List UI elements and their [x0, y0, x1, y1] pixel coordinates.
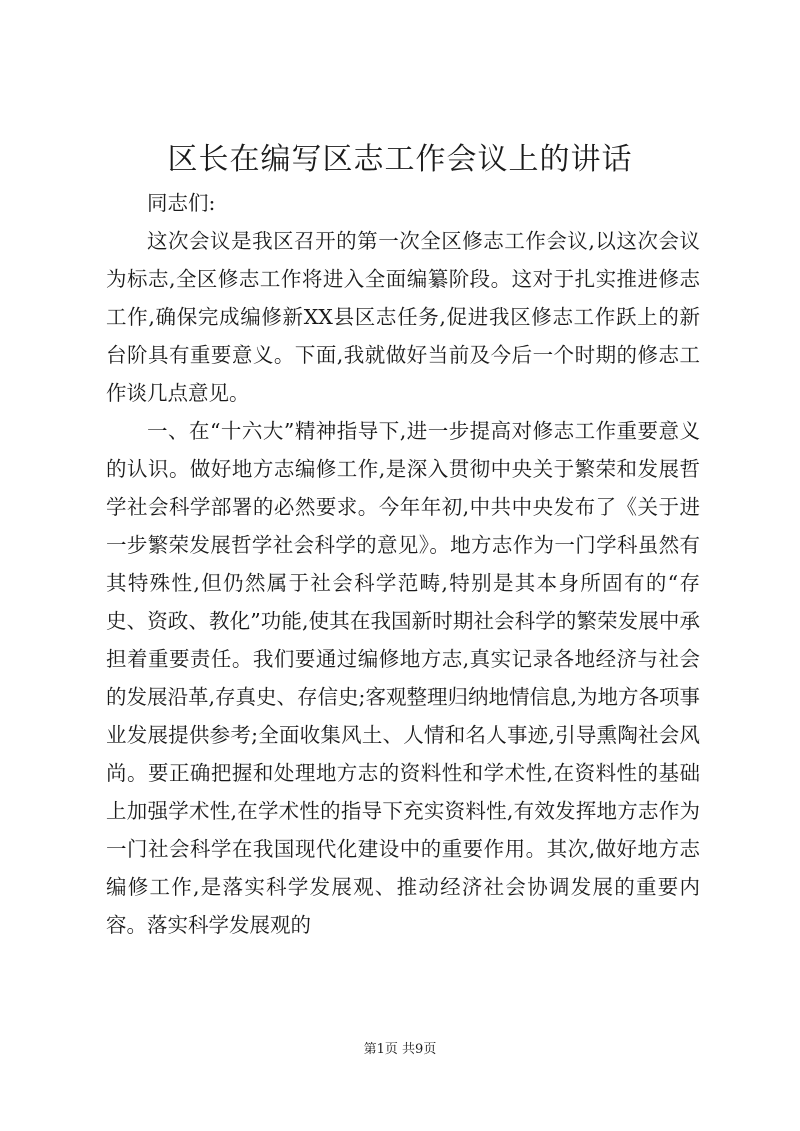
page-footer: 第1页 共9页 — [363, 1042, 437, 1057]
document-body — [106, 184, 700, 944]
intro-paragraph: 这次会议是我区召开的第一次全区修志工作会议,以这次会议为标志,全区修志工作将进入全面编纂阶段。这对于扎实推进修志工作,确保完成编修新XX县区志任务,促进我区修志工作跃上的新台阶具有重要意义。下面,我就做好当前及今后一个时期的修志工作谈几点意见。 — [106, 229, 700, 405]
salutation-paragraph: 同志们: — [147, 191, 216, 215]
section-one-paragraph: 一、在“十六大”精神指导下,进一步提高对修志工作重要意义的认识。做好地方志编修工作,是深入贯彻中央关于繁荣和发展哲学社会科学部署的必然要求。今年年初,中共中央发布了《关于进一步繁荣发展哲学社会科学的意见》。地方志作为一门学科虽然有其特殊性,但仍然属于社会科学范畴,特别是其本身所固有的“存史、资政、教化”功能,使其在我国新时期社会科学的繁荣发展中承担着重要责任。我们要通过编修地方志,真实记录各地经济与社会的发展沿革,存真史、存信史;客观整理归纳地情信息,为地方各项事业发展提供参考;全面收集风土、人情和名人事迹,引导熏陶社会风尚。要正确把握和处理地方志的资料性和学术性,在资料性的基础上加强学术性,在学术性的指导下充实资料性,有效发挥地方志作为一门社会科学在我国现代化建设中的重要作用。其次,做好地方志编修工作,是落实科学发展观、推动经济社会协调发展的重要内容。落实科学发展观的 — [106, 419, 700, 937]
document-title: 区长在编写区志工作会议上的讲话 — [167, 142, 633, 177]
